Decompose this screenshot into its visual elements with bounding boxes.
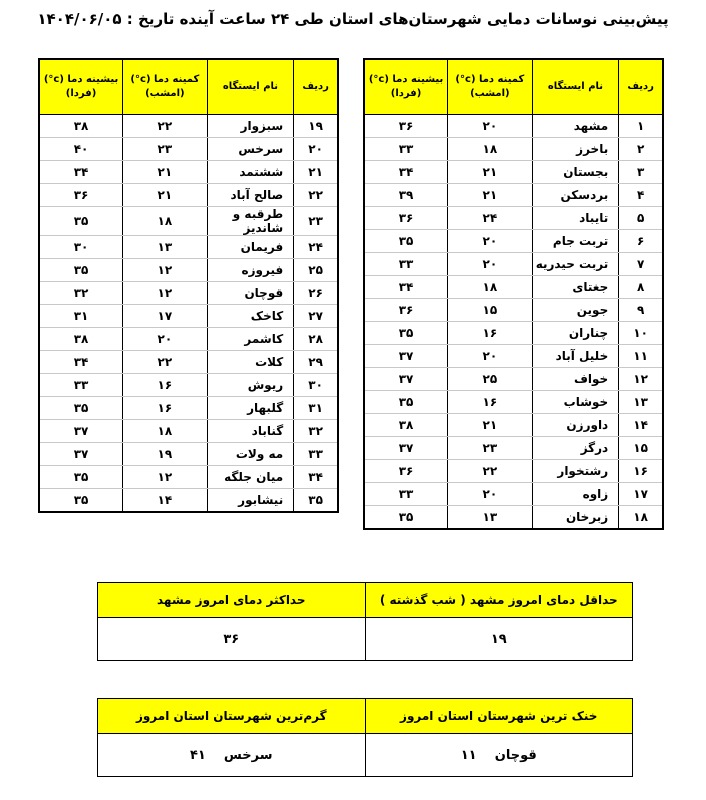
table-body (39, 115, 338, 513)
min-temp-cell: ۲۲ (448, 460, 533, 483)
mashhad-min-label: حداقل دمای امروز مشهد ( شب گذشته ) (365, 583, 633, 618)
max-temp-cell: ۳۶ (364, 115, 448, 138)
min-temp-cell: ۱۲ (123, 282, 208, 305)
min-temp-cell: ۱۸ (123, 207, 208, 236)
table-row (364, 506, 663, 530)
min-temp-cell: ۲۰ (448, 253, 533, 276)
min-temp-cell: ۱۳ (448, 506, 533, 530)
table-row (364, 253, 663, 276)
row-number-cell: ۳۵ (294, 489, 338, 513)
station-name-cell: جوین (532, 299, 619, 322)
max-temp-cell: ۳۸ (39, 328, 123, 351)
row-number-cell: ۳ (619, 161, 663, 184)
min-temp-cell: ۱۲ (123, 259, 208, 282)
row-number-cell: ۳۰ (294, 374, 338, 397)
max-temp-cell: ۳۵ (364, 230, 448, 253)
station-name-cell: گلبهار (207, 397, 294, 420)
min-temp-cell: ۱۳ (123, 236, 208, 259)
table-row (364, 437, 663, 460)
stations-table-left (38, 58, 339, 513)
row-number-cell: ۱۵ (619, 437, 663, 460)
table-row (364, 460, 663, 483)
table-row (39, 138, 338, 161)
min-temp-cell: ۱۸ (123, 420, 208, 443)
min-temp-cell: ۲۲ (123, 115, 208, 138)
max-temp-cell: ۳۵ (364, 322, 448, 345)
station-name-cell: مشهد (532, 115, 619, 138)
max-temp-header-line1: بیشینه دما (c°) (43, 74, 119, 85)
min-temp-cell: ۱۶ (123, 397, 208, 420)
table-header-row (39, 59, 338, 115)
row-number-cell: ۱۱ (619, 345, 663, 368)
station-name-cell: سرخس (207, 138, 294, 161)
station-name-cell: بجستان (532, 161, 619, 184)
min-temp-cell: ۲۲ (123, 351, 208, 374)
station-name-cell: داورزن (532, 414, 619, 437)
table-row (39, 207, 338, 236)
table-row (39, 489, 338, 513)
table-row (39, 328, 338, 351)
table-row (39, 282, 338, 305)
station-name-cell: فریمان (207, 236, 294, 259)
row-number-cell: ۱۸ (619, 506, 663, 530)
row-number-cell: ۸ (619, 276, 663, 299)
max-temp-cell: ۳۶ (39, 184, 123, 207)
min-temp-cell: ۲۴ (448, 207, 533, 230)
station-name-cell: گناباد (207, 420, 294, 443)
station-name-cell: تربت حیدریه (532, 253, 619, 276)
max-temp-cell: ۳۴ (364, 276, 448, 299)
station-name-cell: میان جلگه (207, 466, 294, 489)
row-number-cell: ۱۲ (619, 368, 663, 391)
max-temp-header (39, 59, 123, 115)
station-name-cell: ششتمد (207, 161, 294, 184)
table-row (39, 161, 338, 184)
max-temp-header-line1: بیشینه دما (c°) (368, 74, 444, 85)
table-row (39, 236, 338, 259)
min-temp-cell: ۲۳ (123, 138, 208, 161)
min-temp-cell: ۲۱ (123, 161, 208, 184)
min-temp-cell: ۲۰ (123, 328, 208, 351)
coolest-city-value: قوچان ۱۱ (365, 734, 633, 777)
min-temp-cell: ۲۱ (448, 161, 533, 184)
min-temp-cell: ۱۸ (448, 138, 533, 161)
min-temp-header (123, 59, 208, 115)
min-temp-header-line2: (امشب) (145, 88, 185, 99)
station-name-cell: فیروزه (207, 259, 294, 282)
table-row (364, 414, 663, 437)
row-number-cell: ۷ (619, 253, 663, 276)
station-name-cell: تایباد (532, 207, 619, 230)
table-row (364, 299, 663, 322)
station-name-cell: باخرز (532, 138, 619, 161)
min-temp-cell: ۲۰ (448, 115, 533, 138)
row-number-header: ردیف (294, 59, 338, 115)
table-row (39, 351, 338, 374)
table-row (364, 230, 663, 253)
max-temp-cell: ۳۵ (39, 207, 123, 236)
max-temp-cell: ۳۳ (364, 138, 448, 161)
row-number-cell: ۹ (619, 299, 663, 322)
table-row (364, 161, 663, 184)
table-row (39, 397, 338, 420)
stations-table-right (363, 58, 664, 530)
min-temp-header-line1: کمینه دما (c°) (130, 74, 200, 85)
station-name-cell: کاشمر (207, 328, 294, 351)
max-temp-cell: ۳۵ (39, 259, 123, 282)
max-temp-cell: ۳۷ (364, 345, 448, 368)
max-temp-cell: ۳۱ (39, 305, 123, 328)
table-row (364, 138, 663, 161)
min-temp-cell: ۱۸ (448, 276, 533, 299)
min-temp-header-line1: کمینه دما (c°) (455, 74, 525, 85)
table-row (39, 443, 338, 466)
max-temp-cell: ۳۷ (364, 437, 448, 460)
station-name-cell: مه ولات (207, 443, 294, 466)
station-name-cell: قوچان (207, 282, 294, 305)
row-number-cell: ۱۹ (294, 115, 338, 138)
row-number-cell: ۱۶ (619, 460, 663, 483)
station-name-header: نام ایستگاه (207, 59, 294, 115)
table-row (364, 276, 663, 299)
min-temp-cell: ۲۵ (448, 368, 533, 391)
row-number-cell: ۲۷ (294, 305, 338, 328)
station-name-cell: طرقبه و شاندیز (207, 207, 294, 236)
station-name-cell: زبرخان (532, 506, 619, 530)
table-row (39, 184, 338, 207)
row-number-cell: ۲۹ (294, 351, 338, 374)
station-name-cell: درگز (532, 437, 619, 460)
min-temp-cell: ۲۱ (448, 414, 533, 437)
row-number-cell: ۲۰ (294, 138, 338, 161)
station-name-cell: نیشابور (207, 489, 294, 513)
max-temp-cell: ۳۲ (39, 282, 123, 305)
max-temp-cell: ۳۵ (364, 391, 448, 414)
min-temp-cell: ۱۶ (123, 374, 208, 397)
max-temp-cell: ۳۶ (364, 207, 448, 230)
min-temp-cell: ۱۶ (448, 322, 533, 345)
min-temp-cell: ۱۴ (123, 489, 208, 513)
max-temp-cell: ۳۹ (364, 184, 448, 207)
table-row (364, 322, 663, 345)
row-number-cell: ۲۶ (294, 282, 338, 305)
min-temp-cell: ۱۶ (448, 391, 533, 414)
row-number-cell: ۲ (619, 138, 663, 161)
station-name-cell: زاوه (532, 483, 619, 506)
station-name-cell: ریوش (207, 374, 294, 397)
max-temp-cell: ۳۷ (39, 420, 123, 443)
row-number-cell: ۱ (619, 115, 663, 138)
max-temp-header-line2: (فردا) (65, 88, 97, 99)
row-number-header: ردیف (619, 59, 663, 115)
station-name-cell: بردسکن (532, 184, 619, 207)
station-name-header: نام ایستگاه (532, 59, 619, 115)
table-row (39, 115, 338, 138)
min-temp-cell: ۱۷ (123, 305, 208, 328)
station-name-cell: خلیل آباد (532, 345, 619, 368)
station-name-cell: تربت جام (532, 230, 619, 253)
row-number-cell: ۵ (619, 207, 663, 230)
min-temp-cell: ۲۰ (448, 345, 533, 368)
max-temp-cell: ۳۷ (364, 368, 448, 391)
max-temp-cell: ۳۵ (39, 397, 123, 420)
max-temp-cell: ۳۷ (39, 443, 123, 466)
station-name-cell: کلات (207, 351, 294, 374)
station-name-cell: کاخک (207, 305, 294, 328)
mashhad-min-value: ۱۹ (365, 618, 633, 661)
row-number-cell: ۱۰ (619, 322, 663, 345)
page-title: پیش‌بینی نوسانات دمایی شهرستان‌های استان طی ۲۴ ساعت آینده تاریخ : ۱۴۰۴/۰۶/۰۵ (37, 10, 669, 28)
table-row (364, 368, 663, 391)
max-temp-cell: ۳۴ (364, 161, 448, 184)
station-name-cell: سبزوار (207, 115, 294, 138)
row-number-cell: ۱۴ (619, 414, 663, 437)
row-number-cell: ۳۱ (294, 397, 338, 420)
row-number-cell: ۱۳ (619, 391, 663, 414)
row-number-cell: ۲۳ (294, 207, 338, 236)
row-number-cell: ۴ (619, 184, 663, 207)
max-temp-cell: ۳۴ (39, 161, 123, 184)
min-temp-cell: ۲۰ (448, 230, 533, 253)
min-temp-header-line2: (امشب) (470, 88, 510, 99)
max-temp-cell: ۳۰ (39, 236, 123, 259)
max-temp-cell: ۳۳ (364, 483, 448, 506)
table-row (364, 184, 663, 207)
coolest-city-label: خنک ترین شهرستان استان امروز (365, 699, 633, 734)
station-name-cell: رشتخوار (532, 460, 619, 483)
row-number-cell: ۱۷ (619, 483, 663, 506)
max-temp-header-line2: (فردا) (390, 88, 422, 99)
max-temp-header (364, 59, 448, 115)
max-temp-cell: ۳۳ (364, 253, 448, 276)
hottest-city-label: گرم‌ترین شهرستان استان امروز (98, 699, 366, 734)
row-number-cell: ۲۸ (294, 328, 338, 351)
min-temp-cell: ۱۲ (123, 466, 208, 489)
max-temp-cell: ۳۶ (364, 299, 448, 322)
mashhad-temperature-box (97, 582, 633, 661)
max-temp-cell: ۳۸ (364, 414, 448, 437)
max-temp-cell: ۴۰ (39, 138, 123, 161)
hottest-city-value: سرخس ۴۱ (98, 734, 366, 777)
table-header-row (364, 59, 663, 115)
station-name-cell: خوشاب (532, 391, 619, 414)
province-extremes-box (97, 698, 633, 777)
row-number-cell: ۲۵ (294, 259, 338, 282)
station-name-cell: چناران (532, 322, 619, 345)
table-body (364, 115, 663, 530)
mashhad-max-value: ۳۶ (98, 618, 366, 661)
table-row (39, 466, 338, 489)
row-number-cell: ۲۱ (294, 161, 338, 184)
row-number-cell: ۶ (619, 230, 663, 253)
table-row (364, 391, 663, 414)
row-number-cell: ۳۳ (294, 443, 338, 466)
table-row (364, 345, 663, 368)
table-row (39, 420, 338, 443)
max-temp-cell: ۳۶ (364, 460, 448, 483)
row-number-cell: ۳۴ (294, 466, 338, 489)
max-temp-cell: ۳۴ (39, 351, 123, 374)
min-temp-header (448, 59, 533, 115)
max-temp-cell: ۳۸ (39, 115, 123, 138)
min-temp-cell: ۲۱ (123, 184, 208, 207)
max-temp-cell: ۳۳ (39, 374, 123, 397)
mashhad-max-label: حداکثر دمای امروز مشهد (98, 583, 366, 618)
min-temp-cell: ۲۳ (448, 437, 533, 460)
min-temp-cell: ۲۱ (448, 184, 533, 207)
table-row (364, 207, 663, 230)
station-name-cell: خواف (532, 368, 619, 391)
row-number-cell: ۳۲ (294, 420, 338, 443)
max-temp-cell: ۳۵ (39, 489, 123, 513)
max-temp-cell: ۳۵ (39, 466, 123, 489)
row-number-cell: ۲۴ (294, 236, 338, 259)
min-temp-cell: ۲۰ (448, 483, 533, 506)
station-name-cell: جغتای (532, 276, 619, 299)
table-row (39, 305, 338, 328)
max-temp-cell: ۳۵ (364, 506, 448, 530)
table-row (364, 115, 663, 138)
row-number-cell: ۲۲ (294, 184, 338, 207)
table-row (364, 483, 663, 506)
min-temp-cell: ۱۹ (123, 443, 208, 466)
station-name-cell: صالح آباد (207, 184, 294, 207)
min-temp-cell: ۱۵ (448, 299, 533, 322)
table-row (39, 259, 338, 282)
table-row (39, 374, 338, 397)
